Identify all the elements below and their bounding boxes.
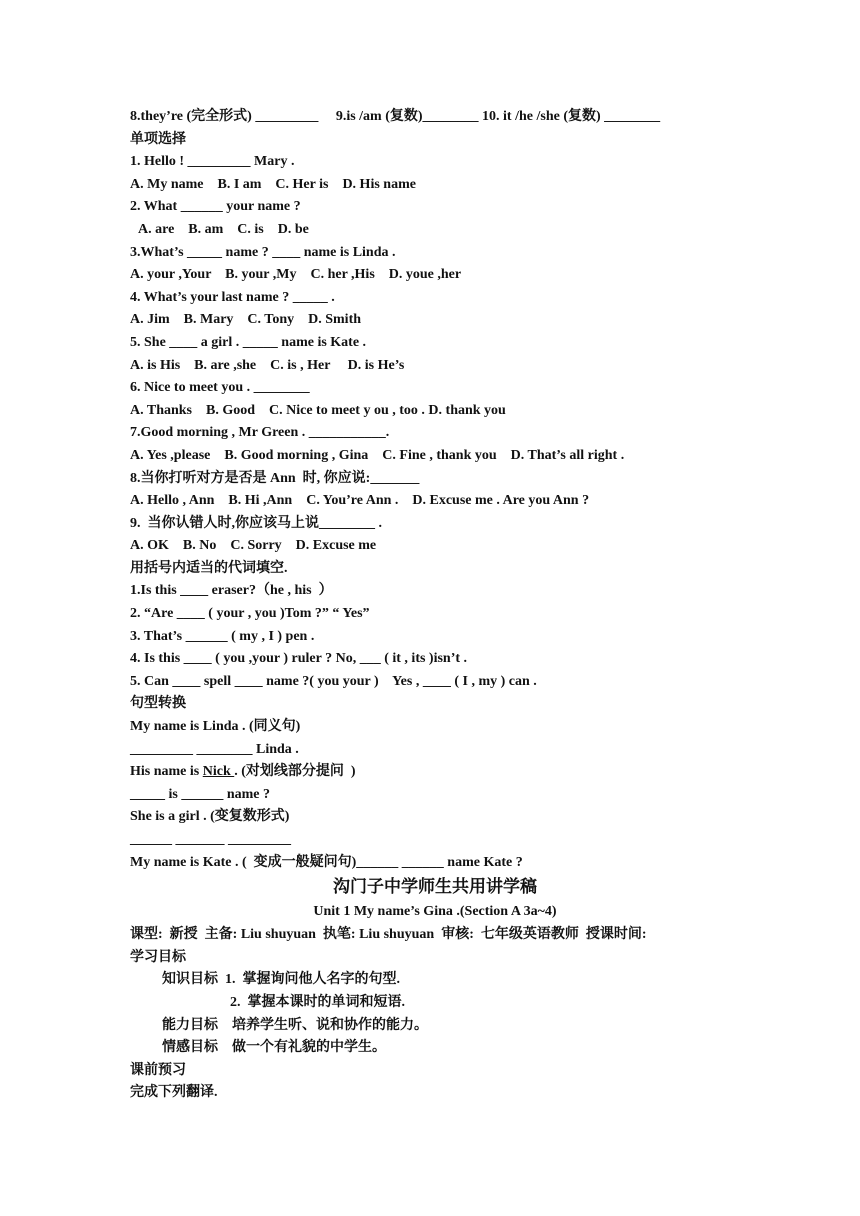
options: A. Yes ,please B. Good morning , Gina C. Fine , thank you D. That’s all right . [130, 447, 625, 463]
options: A. OK B. No C. Sorry D. Excuse me [130, 538, 377, 554]
goal-ability: 能力目标 培养学生听、说和协作的能力。 [162, 1017, 428, 1033]
options: A. Thanks B. Good C. Nice to meet y ou , too . D. thank you [130, 402, 506, 418]
question: 8.当你打听对方是否是 Ann 时, 你应说:_______ [130, 470, 420, 486]
text-before: His name is [130, 764, 203, 780]
section-heading: 单项选择 [130, 131, 186, 147]
text-after: . (对划线部分提问 ) [234, 764, 356, 780]
fill-item: 4. Is this ____ ( you ,your ) ruler ? No, ___ ( it , its )isn’t . [130, 651, 468, 667]
question: 2. What ______ your name ? [130, 199, 301, 215]
fill-item: 5. Can ____ spell ____ name ?( you your ) Yes , ____ ( I , my ) can . [130, 673, 537, 689]
transform-item: ______ _______ _________ [130, 832, 291, 847]
transform-item [130, 761, 770, 784]
section-heading: 课前预习 [130, 1062, 186, 1078]
exercise-line: 8.they’re (完全形式) _________ 9.is /am (复数)________ 10. it /he /she (复数) ________ [130, 109, 661, 124]
question: 1. Hello ! _________ Mary . [130, 154, 295, 170]
document-subtitle: Unit 1 My name’s Gina .(Section A 3a~4) [313, 904, 557, 920]
options: A. are B. am C. is D. be [138, 221, 309, 237]
fill-item: 1.Is this ____ eraser?（he , his ） [130, 583, 333, 599]
options: A. your ,Your B. your ,My C. her ,His D. youe ,her [130, 267, 462, 283]
section-heading: 句型转换 [130, 696, 186, 712]
question: 7.Good morning , Mr Green . ___________. [130, 425, 390, 441]
document-page [130, 106, 770, 1105]
section-heading: 学习目标 [130, 949, 186, 965]
fill-item: 2. “Are ____ ( your , you )Tom ?” “ Yes” [130, 606, 370, 622]
goal-knowledge: 知识目标 1. 掌握询问他人名字的句型. [162, 972, 400, 988]
transform-item: My name is Linda . (同义句) [130, 719, 301, 735]
section-heading: 用括号内适当的代词填空. [130, 560, 288, 576]
goal-emotion: 情感目标 做一个有礼貌的中学生。 [162, 1040, 386, 1056]
question: 9. 当你认错人时,你应该马上说________ . [130, 515, 382, 531]
options: A. My name B. I am C. Her is D. His name [130, 176, 416, 192]
underlined-word: Nick [202, 764, 235, 780]
question: 4. What’s your last name ? _____ . [130, 289, 335, 305]
transform-item: _________ ________ Linda . [130, 741, 299, 757]
fill-item: 3. That’s ______ ( my , I ) pen . [130, 628, 315, 644]
question: 5. She ____ a girl . _____ name is Kate . [130, 334, 367, 350]
question: 6. Nice to meet you . ________ [130, 380, 310, 396]
goal-knowledge-2: 2. 掌握本课时的单词和短语. [230, 994, 405, 1010]
document-title: 沟门子中学师生共用讲学稿 [333, 877, 537, 897]
preview-instruction: 完成下列翻译. [130, 1085, 218, 1101]
transform-item: She is a girl . (变复数形式) [130, 809, 290, 825]
question: 3.What’s _____ name ? ____ name is Linda . [130, 244, 396, 260]
options: A. Jim B. Mary C. Tony D. Smith [130, 312, 362, 328]
transform-item: _____ is ______ name ? [130, 786, 270, 802]
options: A. is His B. are ,she C. is , Her D. is He’s [130, 357, 405, 373]
transform-item: My name is Kate . ( 变成一般疑问句)______ ______ name Kate ? [130, 854, 523, 870]
lesson-meta: 课型: 新授 主备: Liu shuyuan 执笔: Liu shuyuan 审核: 七年级英语教师 授课时间: [130, 927, 647, 943]
options: A. Hello , Ann B. Hi ,Ann C. You’re Ann . D. Excuse me . Are you Ann ? [130, 493, 590, 509]
